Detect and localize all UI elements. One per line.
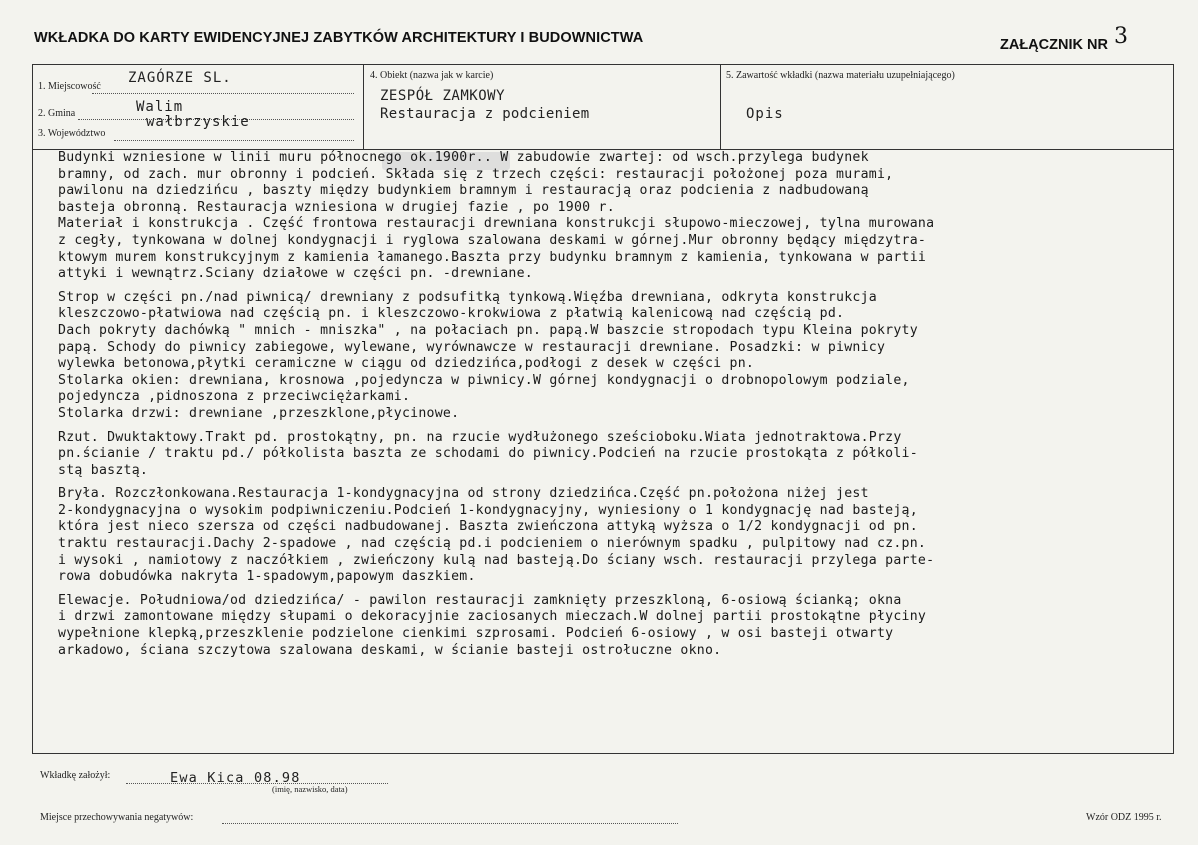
massing-paragraph: Bryła. Rozczłonkowana.Restauracja 1-kondygnacyjna od strony dziedzińca.Część pn.położona niżej jest 2-kondygnacyjna o wysokim podpiwniczeniu.Podcień 1-kondygnacyjny, wyniesiony o 1 kondygnację nad basteją, która jest nieco szersza od części nadbudowanej. Baszta zwieńczona attyką wyższa o 1/2 kondygnacji od pn. traktu restauracji.Dachy 2-spadowe , nad częścią pd.i podcieniem o nierównym spadku , pulpitowy nad cz.pn. i wysoki , namiotowy z naczółkiem , zwieńczony kulą nad basteją.Do ściany wsch. restauracji przylega parte- rowa dobudówka nakryta 1-spadowym,papowym daszkiem.	[58, 486, 935, 585]
province-label: 3. Województwo	[38, 128, 106, 139]
plan-paragraph: Rzut. Dwuktaktowy.Trakt pd. prostokątny, pn. na rzucie wydłużonego sześcioboku.Wiata jednotraktowa.Przy pn.ścianie / traktu pd./ półkolista baszta ze schodami do piwnicy.Podcień na rzucie prostokąta z półkoli- stą basztą.	[58, 429, 918, 478]
intro-paragraph: Budynki wzniesione w linii muru północnego ok.1900r.. W zabudowie zwartej: od wsch.przylega budynek bramny, od zach. mur obronny i podcień. Składa się z trzech części: restauracji położonej poza murami, pawilonu na dziedzińcu , baszty między budynkiem bramnym i restauracją oraz podcienia z nadbudowaną bastejа obronną. Restauracja wzniesiona w drugiej fazie , po 1900 r.	[58, 150, 894, 215]
object-subtitle: Restauracja z podcieniem	[380, 106, 590, 122]
negatives-dotted-line	[222, 823, 678, 824]
elevations-paragraph: Elewacje. Południowa/od dziedzińca/ - pawilon restauracji zamknięty przeszkloną, 6-osiową ścianką; okna i drzwi zamontowane między słupami o dekoracyjnie zaciosanych mieczach.W dolnej partii prostokątne płyciny wypełnione klepką,przeszklenie podzielone cienkimi szprosami. Podcień 6-osiowy , w osi basteji otwarty arkadowo, ściana szczytowa szalowana deskami, w ścianie basteji ostrołuczne okno.	[58, 592, 927, 658]
annex-label	[1000, 24, 1128, 55]
author-value: Ewa Kica 08.98	[170, 770, 301, 786]
object-name: ZESPÓŁ ZAMKOWY	[380, 88, 506, 104]
material-paragraph: Materiał i konstrukcja . Część frontowa restauracji drewniana konstrukcji słupowo-mieczowej, tylna murowana z cegły, tynkowana w dolnej kondygnacji i ryglowa szalowana deskami w górnej.Mur obronny będący międzytra- ktowym murem konstrukcyjnym z kamienia łamanego.Baszta przy budynku bramnym z kamienia, tynkowana w partii attyki i wewnątrz.Sciany działowe w części pn. -drewniane.	[58, 216, 935, 282]
commune-label: 2. Gmina	[38, 108, 76, 119]
column-divider-2	[720, 64, 721, 149]
author-hint: (imię, nazwisko, data)	[272, 784, 348, 794]
card-title: WKŁADKA DO KARTY EWIDENCYJNEJ ZABYTKÓW ARCHITEKTURY I BUDOWNICTWA	[34, 30, 644, 46]
structure-paragraph: Strop w części pn./nad piwnicą/ drewniany z podsufitką tynkową.Więźba drewniana, odkryta konstrukcja kleszczowo-płatwiowa nad częścią pn. i kleszczowo-krokwiowa z płatwią kalenicową nad częścią pd. Dach pokryty dachówką " mnich - mniszka" , na połaciach pn. papą.W baszcie stropodach typu Kleina pokryty papą. Schody do piwnicy zabiegowe, wylewane, wyrównawcze w restauracji drewniane. Posadzki: w piwnicy wylewka betonowa,płytki ceramiczne w ciągu od dziedzińca,podłogi z desek w części pn. Stolarka okien: drewniana, krosnowa ,pojedyncza w piwnicy.W górnej kondygnacji o drobnopolowym podziale, pojedyncza ,pidnoszona z przeciwciężarkami. Stolarka drzwi: drewniane ,przeszklone,płycinowe.	[58, 289, 918, 421]
description-body	[58, 150, 1168, 659]
negatives-label: Miejsce przechowywania negatywów:	[40, 812, 194, 823]
locality-dotted-line	[92, 93, 354, 94]
object-label: 4. Obiekt (nazwa jak w karcie)	[370, 70, 494, 81]
locality-value: ZAGÓRZE SL.	[128, 70, 232, 86]
annex-label-text: ZAŁĄCZNIK NR	[1000, 37, 1108, 53]
content-value: Opis	[746, 106, 784, 122]
commune-value: Walim	[136, 99, 184, 115]
column-divider-1	[363, 64, 364, 149]
author-label: Wkładkę założył:	[40, 770, 111, 781]
locality-label: 1. Miejscowość	[38, 81, 101, 92]
form-model: Wzór ODZ 1995 r.	[1086, 812, 1162, 823]
annex-number: 3	[1113, 24, 1128, 49]
content-label: 5. Zawartość wkładki (nazwa materiału uzupełniającego)	[726, 70, 955, 81]
province-value: wałbrzyskie	[146, 114, 250, 130]
province-dotted-line	[114, 140, 354, 141]
